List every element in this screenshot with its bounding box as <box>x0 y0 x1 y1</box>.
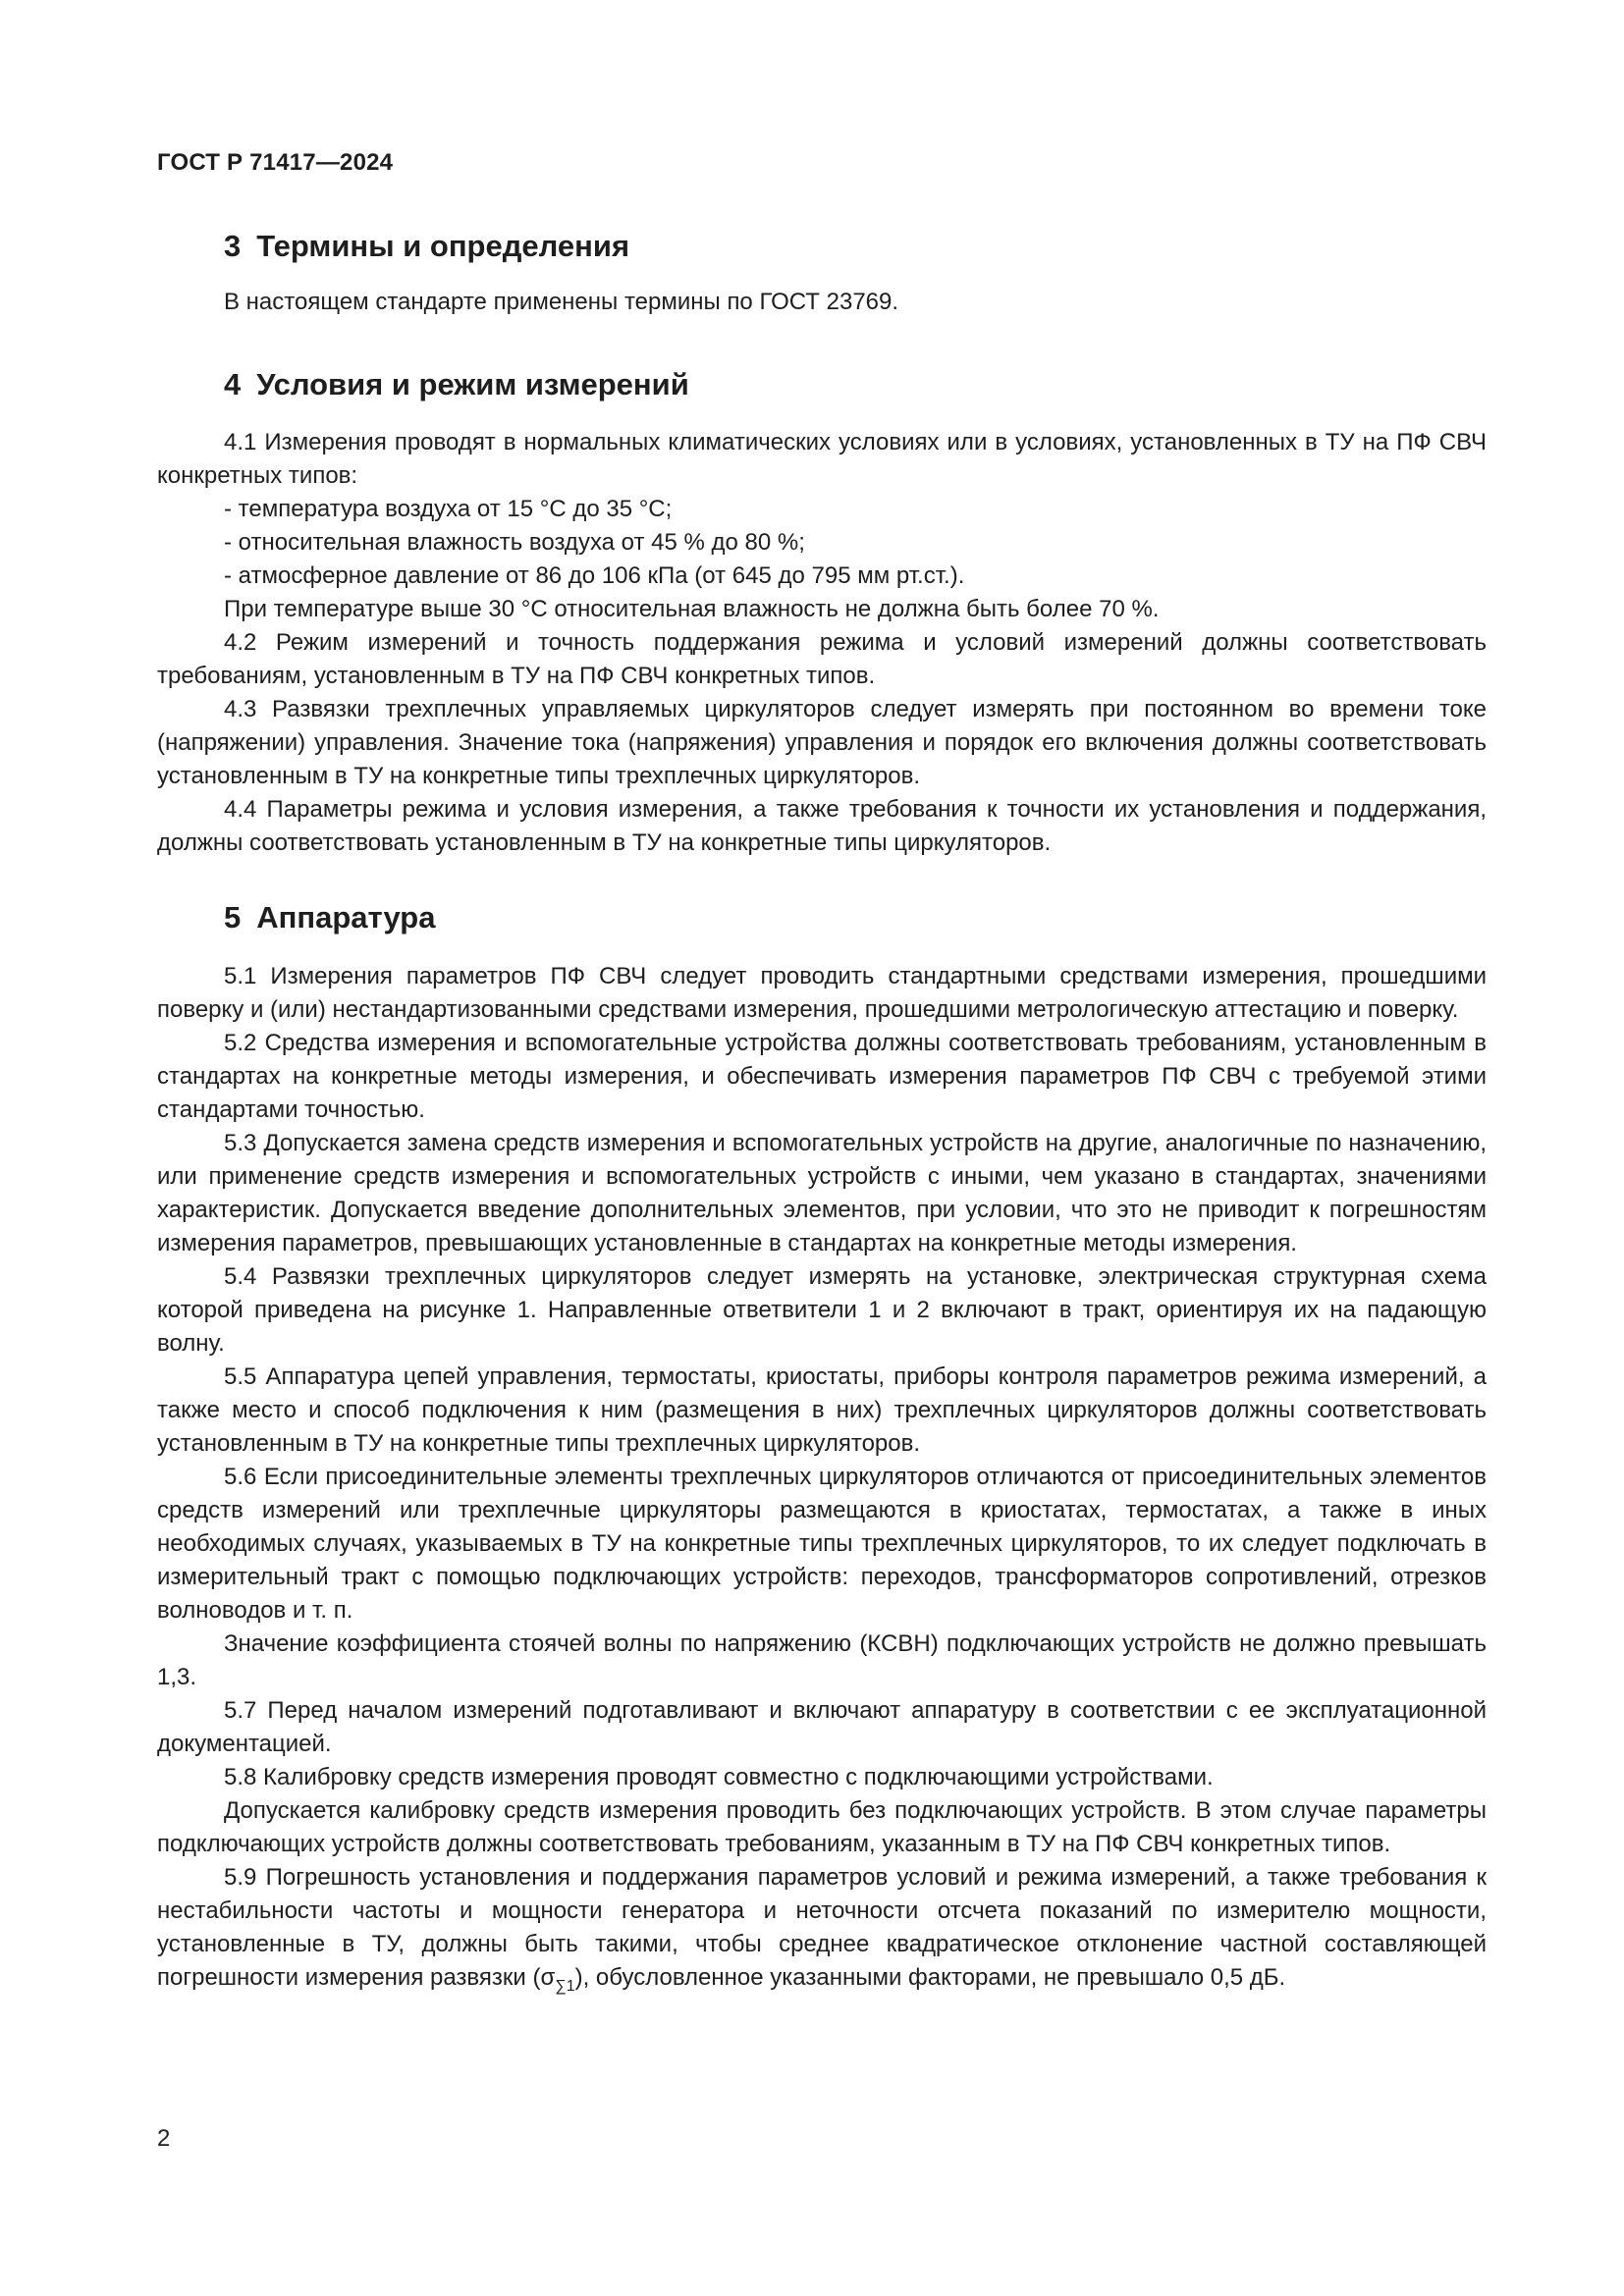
paragraph: В настоящем стандарте применены термины по ГОСТ 23769. <box>224 289 899 316</box>
list-item: - температура воздуха от 15 °С до 35 °С; <box>224 496 673 523</box>
paragraph: 4.1 Измерения проводят в нормальных климатических условиях или в условиях, установленных в ТУ на ПФ СВЧ конкретных типов: <box>157 429 1487 490</box>
paragraph: Допускается калибровку средств измерения проводить без подключающих устройств. В этом случае параметры подключающих устройств должны соответствовать требованиям, указанным в ТУ на ПФ СВЧ конкретных типов. <box>157 1796 1487 1857</box>
section-heading-5 <box>157 899 1487 935</box>
paragraph: 5.7 Перед началом измерений подготавливают и включают аппаратуру в соответствии с ее эксплуатационной документацией. <box>157 1696 1487 1757</box>
section-number: 4 <box>224 367 242 402</box>
paragraph: 5.1 Измерения параметров ПФ СВЧ следует проводить стандартными средствами измерения, прошедшими поверку и (или) нестандартизованными средствами измерения, прошедшими метрологическую аттестацию и поверку. <box>157 962 1487 1023</box>
paragraph: 4.4 Параметры режима и условия измерения, а также требования к точности их установления и поддержания, должны соответствовать установленным в ТУ на конкретные типы циркуляторов. <box>157 796 1487 857</box>
section-number: 5 <box>224 900 242 935</box>
section-heading-4 <box>157 366 1487 402</box>
page-content <box>157 228 1487 2003</box>
page-number: 2 <box>157 2125 171 2152</box>
section-title: Термины и определения <box>256 229 630 263</box>
paragraph: 5.4 Развязки трехплечных циркуляторов следует измерять на установке, электрическая структурная схема которой приведена на рисунке 1. Направленные ответвители 1 и 2 включают в тракт, ориентируя их на падающую волну. <box>157 1262 1487 1357</box>
section-title: Аппаратура <box>256 900 436 935</box>
list-item: - атмосферное давление от 86 до 106 кПа (от 645 до 795 мм рт.ст.). <box>224 562 965 590</box>
sigma-subscript: ∑1 <box>555 1977 575 1995</box>
paragraph: 4.3 Развязки трехплечных управляемых циркуляторов следует измерять при постоянном во времени токе (напряжении) управления. Значение тока (напряжения) управления и порядок его включения должны соответствовать установленным в ТУ на конкретные типы трехплечных циркуляторов. <box>157 696 1487 790</box>
paragraph-5-9 <box>157 1861 1487 2003</box>
paragraph-text: ), обусловленное указанными факторами, не превышало 0,5 дБ. <box>574 1963 1286 1991</box>
paragraph: 5.8 Калибровку средств измерения проводят совместно с подключающими устройствами. <box>224 1763 1214 1790</box>
paragraph: При температуре выше 30 °С относительная влажность не должна быть более 70 %. <box>224 596 1160 623</box>
sigma-symbol: σ <box>540 1963 556 1991</box>
list-item: - относительная влажность воздуха от 45 % до 80 %; <box>224 529 805 557</box>
paragraph: 5.6 Если присоединительные элементы трехплечных циркуляторов отличаются от присоединительных элементов средств измерений или трехплечные циркуляторы размещаются в криостатах, термостатах, а также в иных необходимых случаях, указываемых в ТУ на конкретные типы трехплечных циркуляторов, то их следует подключать в измерительный тракт с помощью подключающих устройств: переходов, трансформаторов сопротивлений, отрезков волноводов и т. п. <box>157 1463 1487 1624</box>
paragraph-text: 5.9 Погрешность установления и поддержания параметров условий и режима измерений, а также требования к нестабильности частоты и мощности генератора и неточности отсчета показаний по измерителю мощности, установленные в ТУ, должны быть такими, чтобы среднее квадратическое отклонение частной составляющей погрешности измерения развязки ( <box>157 1863 1487 1991</box>
section-heading-3 <box>157 228 1487 264</box>
section-title: Условия и режим измерений <box>256 367 689 402</box>
paragraph: 5.2 Средства измерения и вспомогательные устройства должны соответствовать требованиям, установленным в стандартах на конкретные методы измерения, и обеспечивать измерения параметров ПФ СВЧ с требуемой этими стандартами точностью. <box>157 1029 1487 1123</box>
document-code: ГОСТ Р 71417—2024 <box>157 149 394 176</box>
section-number: 3 <box>224 229 242 263</box>
paragraph: 5.3 Допускается замена средств измерения и вспомогательных устройств на другие, аналогичные по назначению, или применение средств измерения и вспомогательных устройств с иными, чем указано в стандартах, значениями характеристик. Допускается введение дополнительных элементов, при условии, что это не приводит к погрешностям измерения параметров, превышающих установленные в стандартах на конкретные методы измерения. <box>157 1129 1487 1256</box>
paragraph: 5.5 Аппаратура цепей управления, термостаты, криостаты, приборы контроля параметров режима измерений, а также место и способ подключения к ним (размещения в них) трехплечных циркуляторов должны соответствовать установленным в ТУ на конкретные типы трехплечных циркуляторов. <box>157 1362 1487 1457</box>
paragraph: 4.2 Режим измерений и точность поддержания режима и условий измерений должны соответствовать требованиям, установленным в ТУ на ПФ СВЧ конкретных типов. <box>157 629 1487 690</box>
paragraph: Значение коэффициента стоячей волны по напряжению (КСВН) подключающих устройств не должно превышать 1,3. <box>157 1629 1487 1690</box>
